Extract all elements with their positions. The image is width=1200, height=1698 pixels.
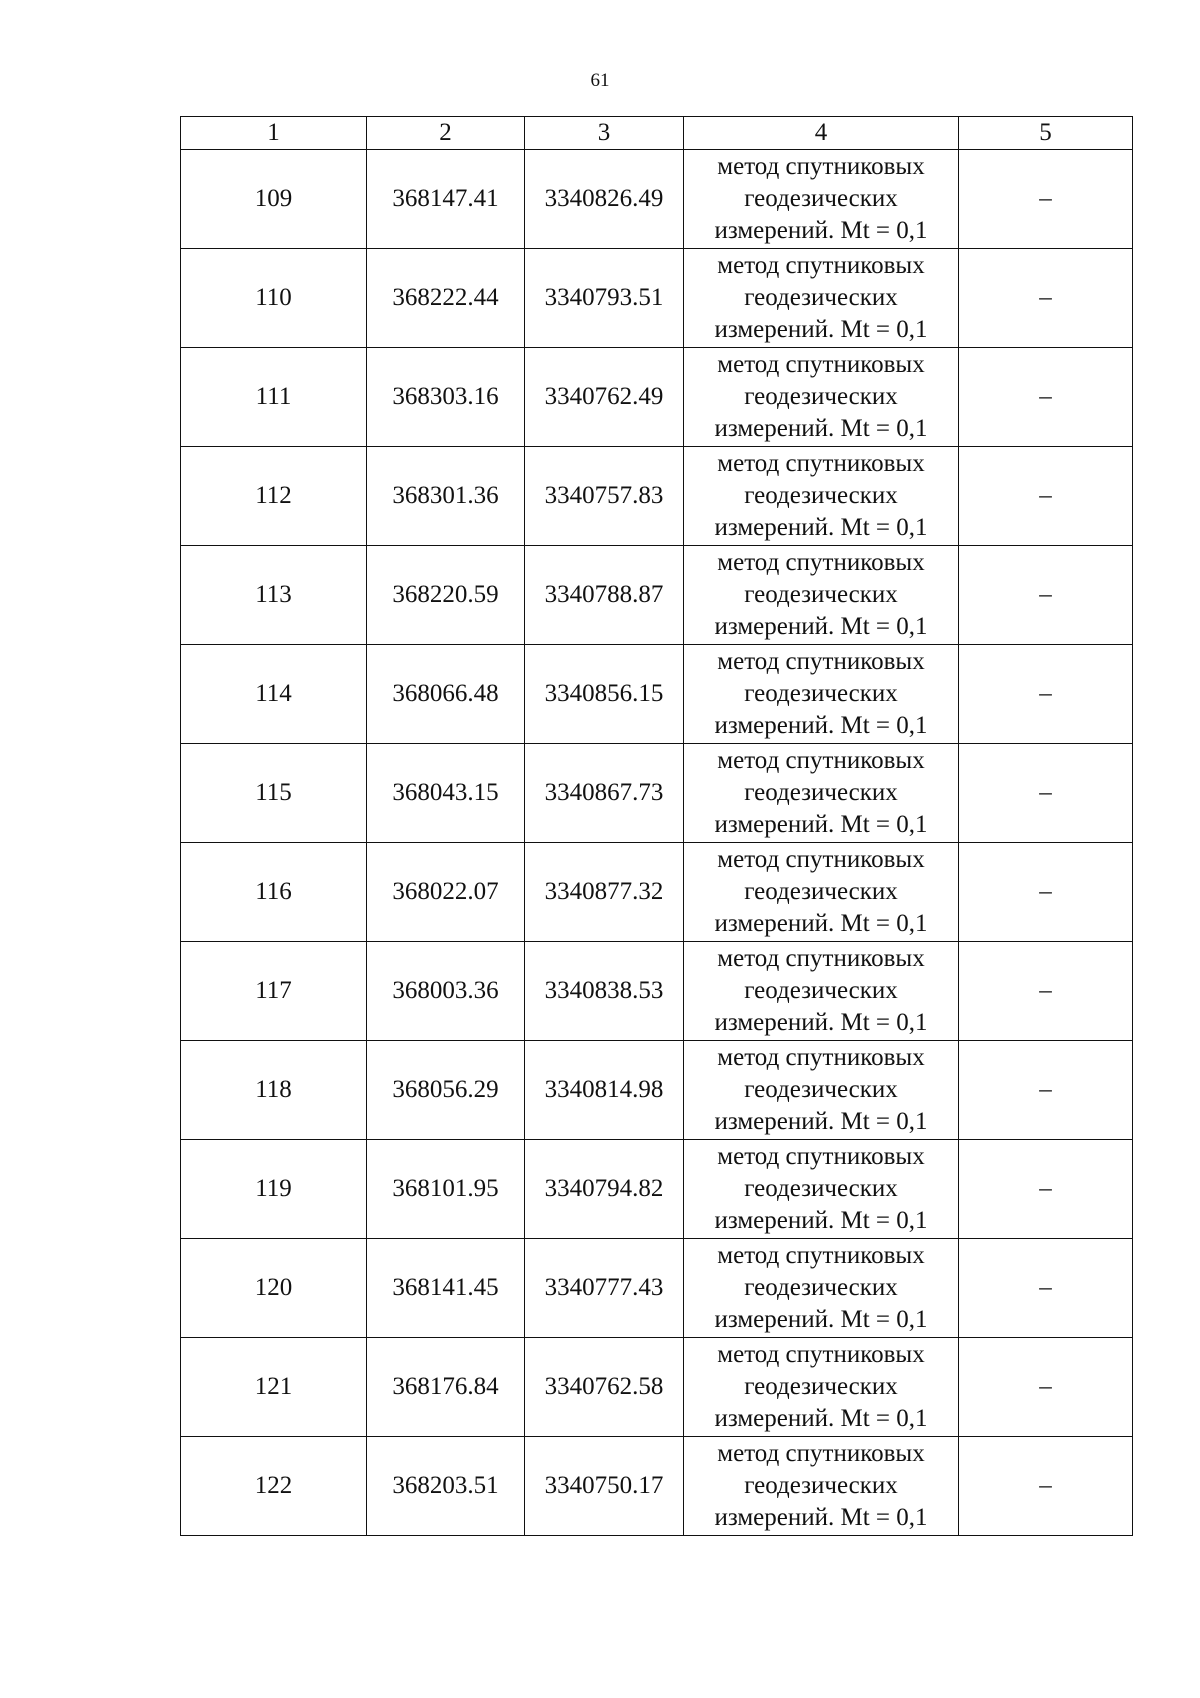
x-coordinate-cell: 368147.41 [367, 150, 525, 249]
note-cell: – [959, 447, 1133, 546]
point-number-cell: 110 [181, 249, 367, 348]
method-text-line: геодезических [744, 1373, 898, 1400]
method-text-line: метод спутниковых [717, 252, 925, 279]
y-coordinate-cell: 3340788.87 [525, 546, 684, 645]
point-number-cell: 114 [181, 645, 367, 744]
method-cell [684, 744, 959, 843]
column-header: 5 [959, 117, 1133, 150]
x-coordinate-cell: 368303.16 [367, 348, 525, 447]
point-number-cell: 113 [181, 546, 367, 645]
method-text-line: геодезических [744, 1076, 898, 1103]
table-row [181, 942, 1133, 1041]
note-cell: – [959, 546, 1133, 645]
table-row [181, 645, 1133, 744]
method-text-line: измерений. Mt = 0,1 [714, 811, 928, 838]
point-number-cell: 121 [181, 1338, 367, 1437]
method-text-line: геодезических [744, 1175, 898, 1202]
y-coordinate-cell: 3340856.15 [525, 645, 684, 744]
x-coordinate-cell: 368301.36 [367, 447, 525, 546]
table-row [181, 1437, 1133, 1536]
method-cell [684, 447, 959, 546]
y-coordinate-cell: 3340777.43 [525, 1239, 684, 1338]
method-text-line: метод спутниковых [717, 1143, 925, 1170]
method-text-line: метод спутниковых [717, 450, 925, 477]
method-text-line: измерений. Mt = 0,1 [714, 910, 928, 937]
method-text-line: измерений. Mt = 0,1 [714, 415, 928, 442]
table-row [181, 150, 1133, 249]
x-coordinate-cell: 368022.07 [367, 843, 525, 942]
note-cell: – [959, 1338, 1133, 1437]
method-text-line: измерений. Mt = 0,1 [714, 514, 928, 541]
method-cell [684, 546, 959, 645]
method-cell [684, 348, 959, 447]
note-cell: – [959, 348, 1133, 447]
note-cell: – [959, 645, 1133, 744]
method-text-line: метод спутниковых [717, 747, 925, 774]
method-cell [684, 1041, 959, 1140]
column-header: 4 [684, 117, 959, 150]
method-text-line: метод спутниковых [717, 846, 925, 873]
method-cell [684, 942, 959, 1041]
x-coordinate-cell: 368056.29 [367, 1041, 525, 1140]
method-cell [684, 150, 959, 249]
table-row [181, 744, 1133, 843]
x-coordinate-cell: 368003.36 [367, 942, 525, 1041]
method-text-line: геодезических [744, 1472, 898, 1499]
method-text-line: метод спутниковых [717, 153, 925, 180]
method-text-line: метод спутниковых [717, 1044, 925, 1071]
method-text-line: измерений. Mt = 0,1 [714, 1405, 928, 1432]
note-cell: – [959, 1437, 1133, 1536]
x-coordinate-cell: 368043.15 [367, 744, 525, 843]
table-row [181, 249, 1133, 348]
table-row [181, 1140, 1133, 1239]
method-cell [684, 1437, 959, 1536]
note-cell: – [959, 1041, 1133, 1140]
method-cell [684, 249, 959, 348]
point-number-cell: 120 [181, 1239, 367, 1338]
y-coordinate-cell: 3340826.49 [525, 150, 684, 249]
page-number: 61 [590, 70, 610, 91]
y-coordinate-cell: 3340762.49 [525, 348, 684, 447]
method-text-line: измерений. Mt = 0,1 [714, 712, 928, 739]
table-header-row [181, 117, 1133, 150]
table-row [181, 348, 1133, 447]
x-coordinate-cell: 368141.45 [367, 1239, 525, 1338]
method-text-line: геодезических [744, 779, 898, 806]
method-text-line: измерений. Mt = 0,1 [714, 217, 928, 244]
method-text-line: геодезических [744, 1274, 898, 1301]
method-text-line: метод спутниковых [717, 1341, 925, 1368]
point-number-cell: 109 [181, 150, 367, 249]
y-coordinate-cell: 3340794.82 [525, 1140, 684, 1239]
table-row [181, 1239, 1133, 1338]
y-coordinate-cell: 3340750.17 [525, 1437, 684, 1536]
method-cell [684, 1338, 959, 1437]
table-row [181, 447, 1133, 546]
y-coordinate-cell: 3340762.58 [525, 1338, 684, 1437]
y-coordinate-cell: 3340838.53 [525, 942, 684, 1041]
point-number-cell: 118 [181, 1041, 367, 1140]
point-number-cell: 117 [181, 942, 367, 1041]
method-text-line: измерений. Mt = 0,1 [714, 613, 928, 640]
method-cell [684, 1239, 959, 1338]
method-text-line: измерений. Mt = 0,1 [714, 316, 928, 343]
method-text-line: геодезических [744, 482, 898, 509]
x-coordinate-cell: 368176.84 [367, 1338, 525, 1437]
note-cell: – [959, 1239, 1133, 1338]
method-cell [684, 1140, 959, 1239]
note-cell: – [959, 150, 1133, 249]
note-cell: – [959, 744, 1133, 843]
method-text-line: метод спутниковых [717, 945, 925, 972]
column-header: 2 [367, 117, 525, 150]
point-number-cell: 112 [181, 447, 367, 546]
y-coordinate-cell: 3340867.73 [525, 744, 684, 843]
table-row [181, 843, 1133, 942]
y-coordinate-cell: 3340877.32 [525, 843, 684, 942]
method-text-line: метод спутниковых [717, 1242, 925, 1269]
point-number-cell: 122 [181, 1437, 367, 1536]
method-text-line: геодезических [744, 680, 898, 707]
method-text-line: измерений. Mt = 0,1 [714, 1009, 928, 1036]
x-coordinate-cell: 368203.51 [367, 1437, 525, 1536]
method-text-line: геодезических [744, 284, 898, 311]
method-text-line: геодезических [744, 977, 898, 1004]
method-text-line: геодезических [744, 878, 898, 905]
method-text-line: измерений. Mt = 0,1 [714, 1306, 928, 1333]
point-number-cell: 116 [181, 843, 367, 942]
method-cell [684, 645, 959, 744]
note-cell: – [959, 942, 1133, 1041]
method-text-line: измерений. Mt = 0,1 [714, 1108, 928, 1135]
method-text-line: метод спутниковых [717, 1440, 925, 1467]
note-cell: – [959, 843, 1133, 942]
table-row [181, 1041, 1133, 1140]
coordinates-table [180, 116, 1133, 1536]
note-cell: – [959, 1140, 1133, 1239]
method-text-line: геодезических [744, 581, 898, 608]
x-coordinate-cell: 368066.48 [367, 645, 525, 744]
method-text-line: геодезических [744, 383, 898, 410]
table-row [181, 1338, 1133, 1437]
method-text-line: метод спутниковых [717, 549, 925, 576]
x-coordinate-cell: 368222.44 [367, 249, 525, 348]
point-number-cell: 119 [181, 1140, 367, 1239]
x-coordinate-cell: 368101.95 [367, 1140, 525, 1239]
method-text-line: измерений. Mt = 0,1 [714, 1207, 928, 1234]
y-coordinate-cell: 3340793.51 [525, 249, 684, 348]
method-text-line: метод спутниковых [717, 648, 925, 675]
method-cell [684, 843, 959, 942]
x-coordinate-cell: 368220.59 [367, 546, 525, 645]
point-number-cell: 115 [181, 744, 367, 843]
method-text-line: измерений. Mt = 0,1 [714, 1504, 928, 1531]
y-coordinate-cell: 3340757.83 [525, 447, 684, 546]
y-coordinate-cell: 3340814.98 [525, 1041, 684, 1140]
note-cell: – [959, 249, 1133, 348]
column-header: 1 [181, 117, 367, 150]
table-row [181, 546, 1133, 645]
method-text-line: геодезических [744, 185, 898, 212]
method-text-line: метод спутниковых [717, 351, 925, 378]
point-number-cell: 111 [181, 348, 367, 447]
column-header: 3 [525, 117, 684, 150]
table-body [181, 150, 1133, 1536]
